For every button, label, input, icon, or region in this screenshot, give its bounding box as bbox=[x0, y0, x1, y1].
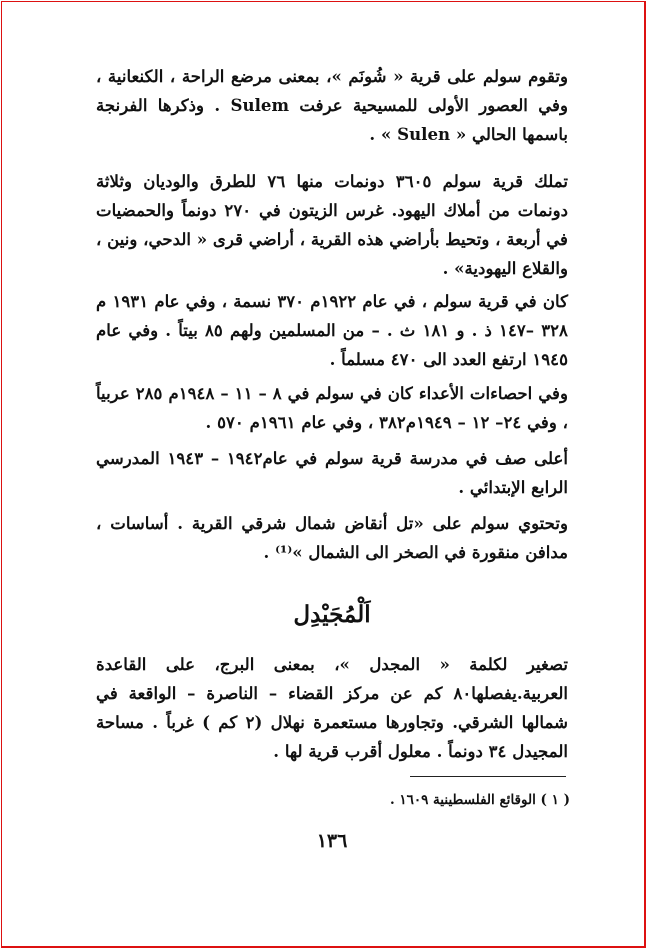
footnote: ( ١ ) الوقائع الفلسطينية ١٦٠٩ . bbox=[389, 792, 570, 808]
footnote-divider bbox=[410, 776, 566, 777]
paragraph-land-ownership: تملك قرية سولم ٣٦٠٥ دونمات منها ٧٦ للطرق والوديان وثلاثة دونمات من أملاك اليهود. غرس الزيتون في ٢٧٠ دونماً والحمضيات في أربعة ، وتحيط بأراضي هذه القرية ، أراضي قرى « الدحي، ونين ، والقلاع اليهودية» . bbox=[96, 171, 568, 278]
section-heading: اَلْمُجَيْدِل bbox=[293, 601, 371, 628]
paragraph-school: أعلى صف في مدرسة قرية سولم في عام١٩٤٢ – ١٩٤٣ المدرسي الرابع الإبتدائي . bbox=[96, 448, 569, 497]
paragraph-mujeidel: تصغير لكلمة « المجدل »، بمعنى البرج، على القاعدة العربية.يفصلها٨٠ كم عن مركز القضاء – الناصرة – الواقعة في شمالها الشرقي. وتجاورها مستعمرة نهلال (٢ كم ) غرباً . مساحة المجيدل ٣٤ دونماً . معلول أقرب قرية لها . bbox=[96, 654, 568, 761]
paragraph-ruins: وتحتوي سولم على «تل أنقاض شمال شرقي القرية . أساسات ، مدافن منقورة في الصخر الى الشمال »⁽¹⁾ . bbox=[96, 513, 568, 562]
paragraph-sulem-history: وتقوم سولم على قرية « شُونَم »، بمعنى مرضع الراحة ، الكنعانية ، وفي العصور الأولى للمسيحية عرفت Sulem . وذكرها الفرنجة باسمها الحالي « Sulen » . bbox=[96, 66, 568, 144]
page-number: ١٣٦ bbox=[316, 830, 348, 852]
paragraph-census: وفي احصاءات الأعداء كان في سولم في ٨ – ١١ – ١٩٤٨م ٢٨٥ عربياً ، وفي ٢٤– ١٢ – ١٩٤٩م٣٨٢ ، وفي عام ١٩٦١م ٥٧٠ . bbox=[96, 383, 568, 432]
paragraph-population: كان في قرية سولم ، في عام ١٩٢٢م ٣٧٠ نسمة ، وفي عام ١٩٣١ م ٣٢٨ –١٤٧ ذ . و ١٨١ ث . – من المسلمين ولهم ٨٥ بيتاً . وفي عام ١٩٤٥ ارتفع العدد الى ٤٧٠ مسلماً . bbox=[96, 291, 568, 369]
